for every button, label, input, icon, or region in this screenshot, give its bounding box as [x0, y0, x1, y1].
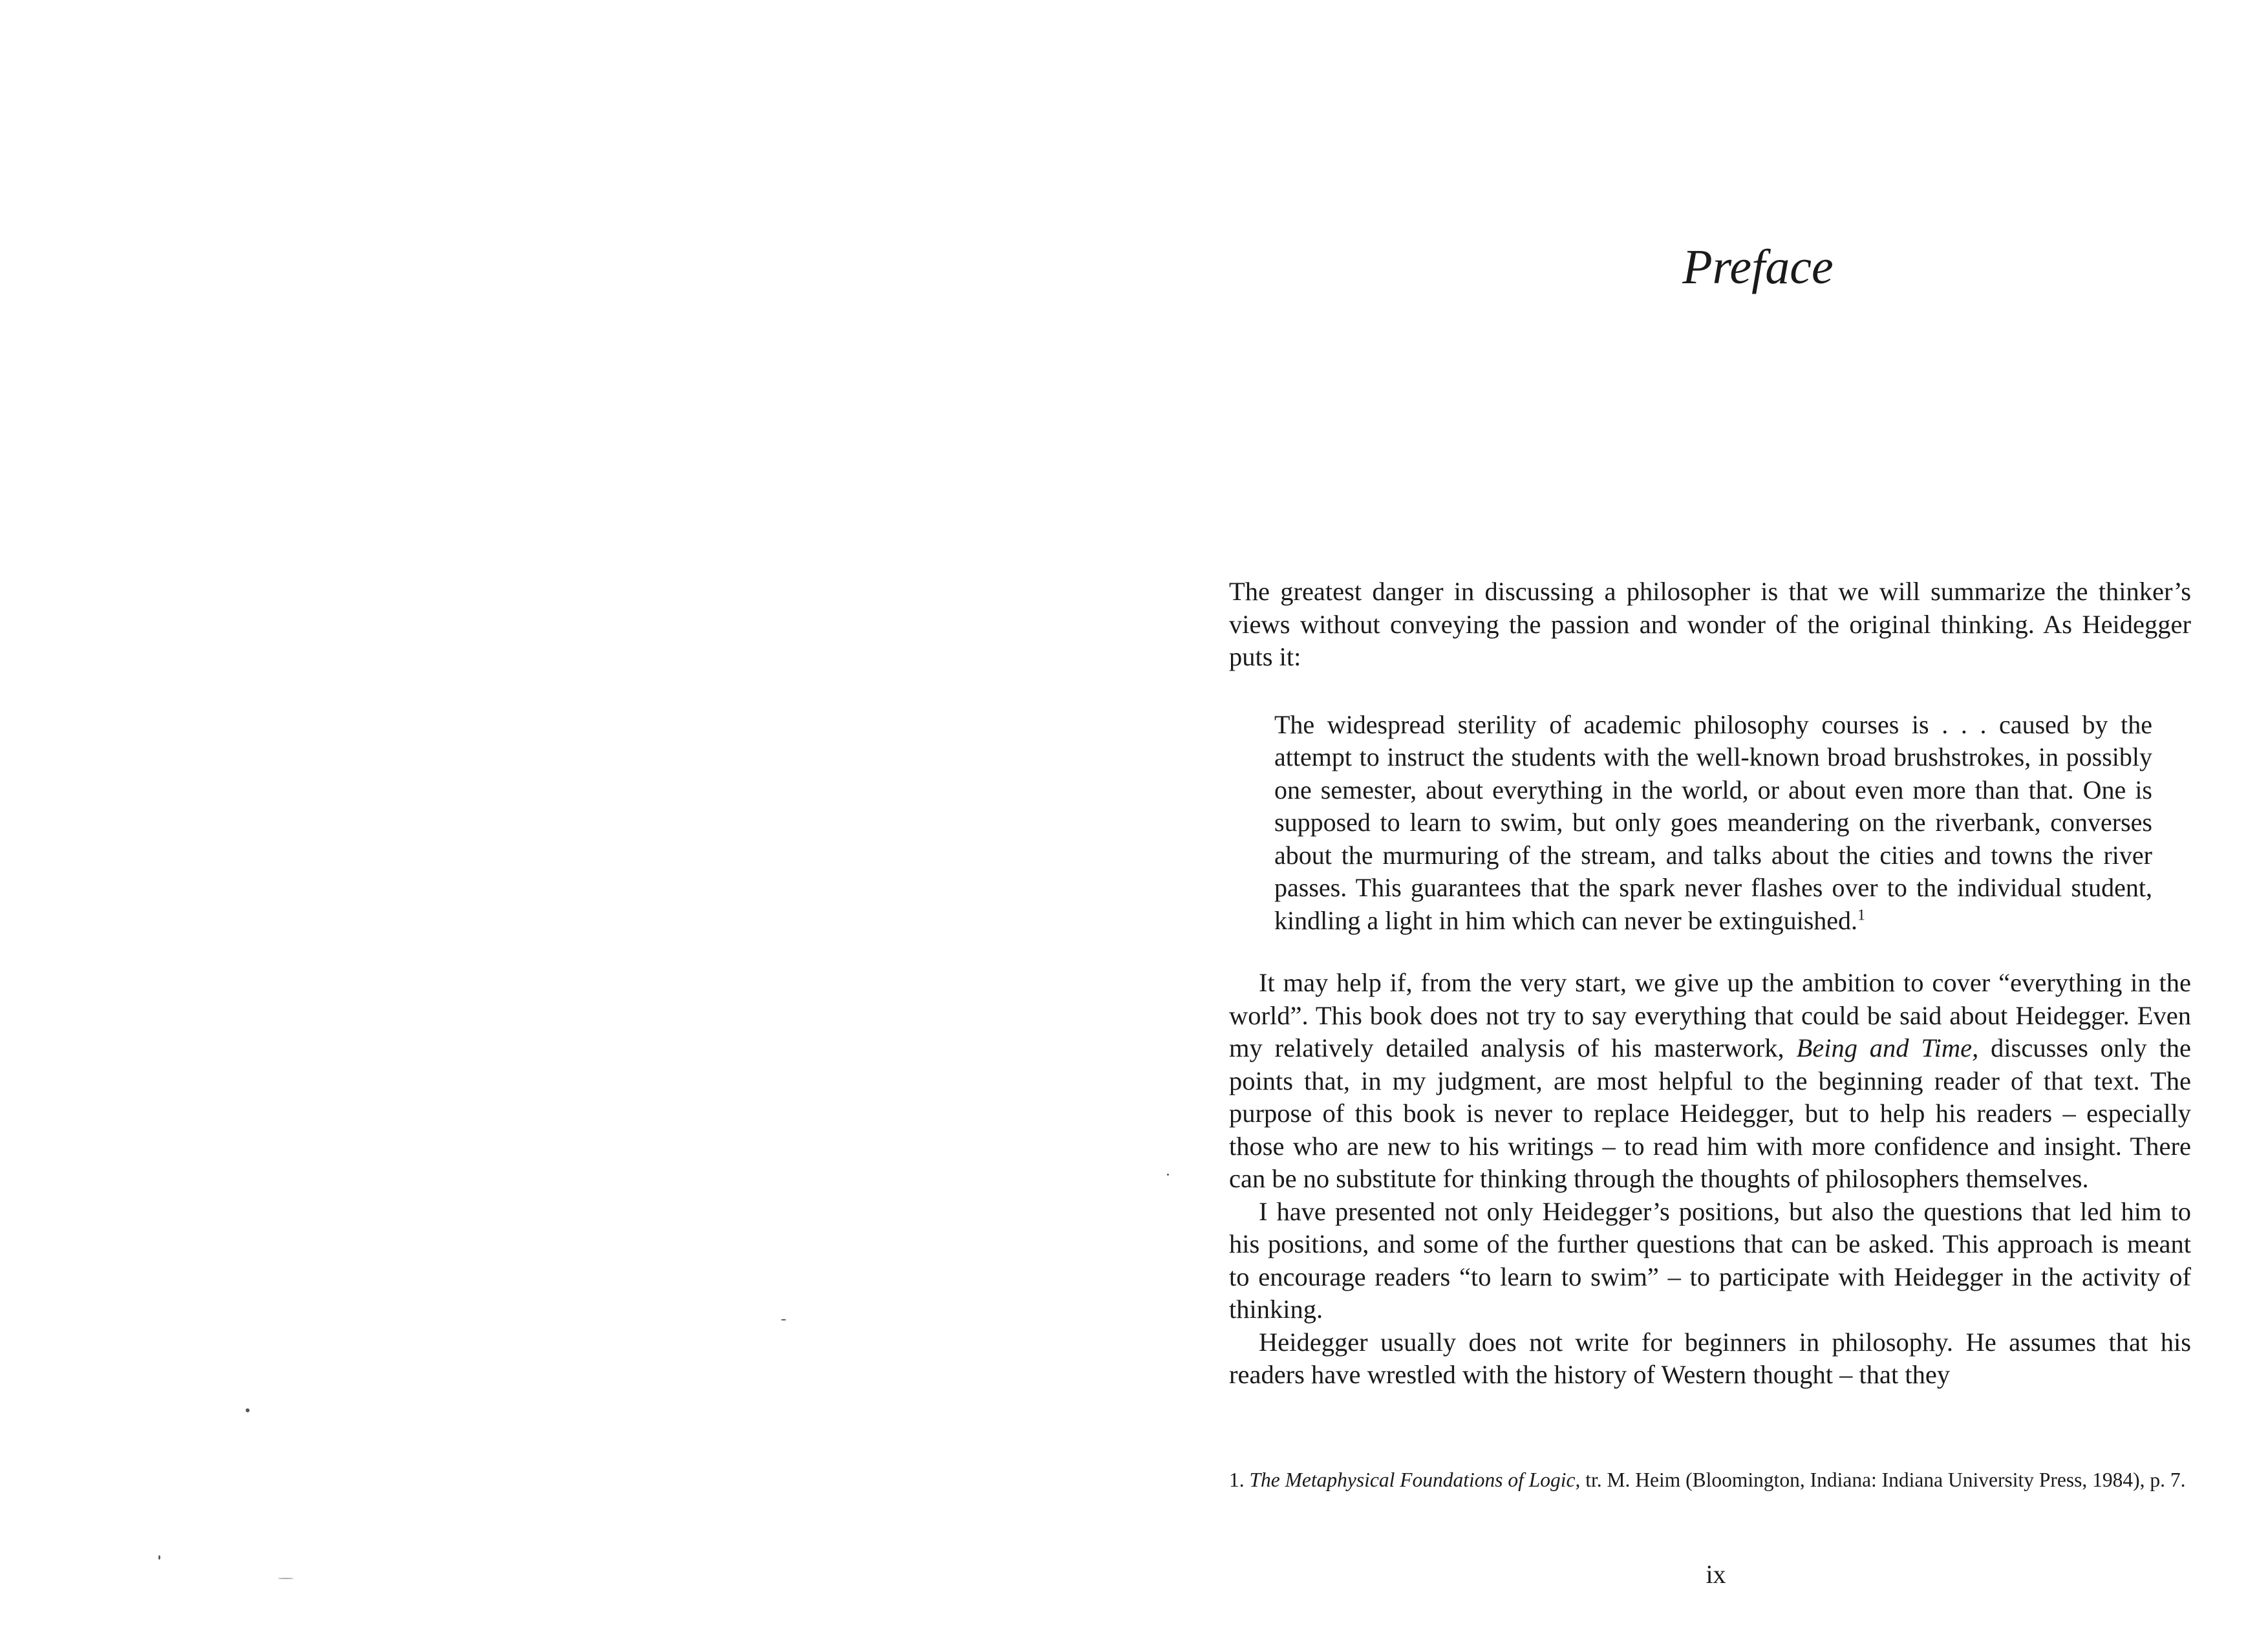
block-quote: [1274, 709, 2152, 938]
scan-speck: [246, 1408, 250, 1412]
body-text: [1229, 576, 2191, 1392]
scan-speck: [781, 1319, 786, 1320]
footnote-text: [1229, 1467, 2191, 1494]
scan-speck: [158, 1555, 160, 1560]
footnote: [1229, 1467, 2191, 1494]
paragraph-2-part1: It may help if, from the very start, we give up the ambition to cover “everything in the world”. This book does not try to say everything that could be said about Heidegger. Even my relatively detailed analysis of his masterwork,: [1229, 968, 2191, 1062]
footnote-rest: tr. M. Heim (Bloomington, Indiana: Indiana University Press, 1984), p. 7.: [1580, 1469, 2186, 1491]
footnote-title: The Metaphysical Foundations of Logic,: [1249, 1469, 1581, 1491]
scan-speck: [278, 1578, 294, 1579]
footnote-marker: 1: [1857, 907, 1866, 924]
paragraph-2-part2: discusses only the points that, in my judgment, are most helpful to the beginning reader of that text. The purpose of this book is never to replace Heidegger, but to help his readers – especially those who are new to his writings – to read him with more confidence and insight. There can be no substitute for thinking through the thoughts of philosophers themselves.: [1229, 1033, 2191, 1193]
paragraph-4: Heidegger usually does not write for beginners in philosophy. He assumes that his readers have wrestled with the history of Western thought – that they: [1229, 1327, 2191, 1389]
right-page: [1134, 0, 2268, 1647]
footnote-number: 1.: [1229, 1469, 1245, 1491]
paragraph-1: The greatest danger in discussing a philosopher is that we will summarize the thinker’s views without conveying the passion and wonder of the original thinking. As Heidegger puts it:: [1229, 577, 2191, 671]
block-quote-text: The widespread sterility of academic philosophy courses is . . . caused by the attempt to instruct the students with the well-known broad brushstrokes, in possibly one semester, about everything in the world, or about even more than that. One is supposed to learn to swim, but only goes meandering on the riverbank, converses about the murmuring of the stream, and talks about the cities and towns the river passes. This guarantees that the spark never flashes over to the individual student, kindling a light in him which can never be extinguished.: [1274, 709, 2152, 935]
chapter-title: Preface: [1682, 240, 1834, 294]
paragraph-2: [1229, 967, 2191, 1196]
page-number: ix: [1706, 1560, 1726, 1589]
paragraph-3: I have presented not only Heidegger’s positions, but also the questions that led him to his positions, and some of the further questions that can be asked. This approach is meant to encourage readers “to learn to swim” – to participate with Heidegger in the activity of thinking.: [1229, 1196, 2191, 1324]
book-title-italic: Being and Time,: [1796, 1033, 1979, 1062]
